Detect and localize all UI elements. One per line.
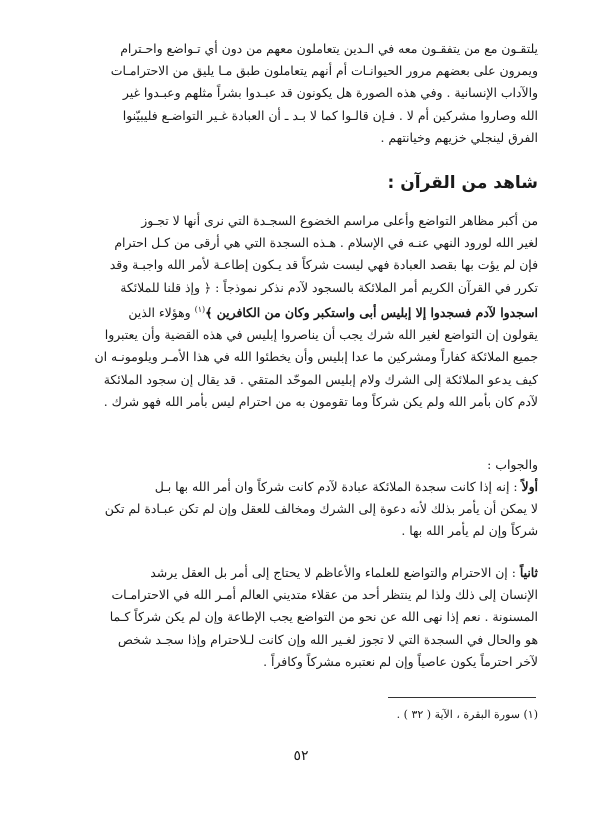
answer-label: والجواب : xyxy=(487,457,538,472)
text-line: تكرر في القرآن الكريم أمر الملائكة بالسجود لآدم نذكر نموذجاً : ﴿ وإذ قلنا للملائكة xyxy=(120,279,538,295)
text-line: من أكبر مظاهر التواضع وأعلى مراسم الخضوع السجـدة التي نرى أنها لا تجـوز xyxy=(141,213,538,228)
first-point-text xyxy=(60,476,538,543)
section-heading: شاهد من القرآن : xyxy=(387,173,538,193)
text-line: الفرق لينجلي خزيهم وخيانتهم . xyxy=(380,129,538,145)
text-line: لا يمكن أن يأمر بذلك لأنه دعوة إلى الشرك ومخالف للعقل وإن لم تكن عبـادة لم تكن xyxy=(104,501,538,517)
witness-paragraph xyxy=(60,210,538,413)
text-line: لآخر احترماً يكون عاصياً وإن لم نعتبره مشركاً وكافراً . xyxy=(263,653,538,669)
second-point-label: ثانياً xyxy=(519,565,538,580)
second-point-lead: : إن الاحترام والتواضع للعلماء والأعاظم لا يحتاج إلى أمر بل العقل يرشد xyxy=(150,565,520,580)
text-line: شركاً وإن لم يأمر الله بها . xyxy=(401,523,538,539)
text-line xyxy=(60,476,538,498)
quote-tail: وهؤلاء الذين xyxy=(128,304,195,320)
text-line: لآدم كان بأمر الله ولم يكن شركاً وما تقومون به من احترام ليس بأمر الله فهو شرك . xyxy=(103,393,538,409)
first-point-lead: : إنه إذا كانت سجدة الملائكة عبادة لآدم كانت شركاً وان أمر الله بها بـل xyxy=(154,479,522,494)
text-line: يلتقـون مع من يتفقـون معه في الـدين يتعاملون معهم من دون أي تـواضع واحـترام xyxy=(120,41,538,56)
intro-text xyxy=(60,38,538,149)
second-point-paragraph xyxy=(60,562,538,673)
second-point-text xyxy=(60,562,538,673)
first-point-paragraph xyxy=(60,476,538,543)
page-number: ٥٢ xyxy=(293,748,309,764)
footnote: (١) سورة البقرة ، الآية ( ٣٢ ) . xyxy=(396,708,538,721)
text-line: والآداب الإنسانية . وفي هذه الصورة هل يكونون قد عبـدوا بشراً مثلهم وعبـدوا غير xyxy=(122,85,538,101)
answer-label-block xyxy=(60,454,538,476)
footnote-divider xyxy=(388,697,536,698)
text-line: الإنسان إلى ذلك ولذا لم ينتظر أحد من عقلاء متديني العالم أمـر الله في الاحترامـات xyxy=(111,587,538,603)
footnote-reference: (١) xyxy=(194,304,206,314)
first-point-label: أولاً xyxy=(521,479,538,494)
text-line: جميع الملائكة كفاراً ومشركين ما عدا إبليس وأن يخطئوا الله في هذا الأمـر ويلومونـه ان xyxy=(94,349,538,365)
quran-quote: اسجدوا لآدم فسجدوا إلا إبليس أبى واستكبر وكان من الكافرين ﴾ xyxy=(205,304,538,320)
quote-line xyxy=(60,299,538,324)
text-line: يقولون إن التواضع لغير الله شرك يجب أن يناصروا إبليس في هذه القضية وأن يعتبروا xyxy=(104,327,538,343)
text-line: المسنونة . نعم إذا نهى الله عن نحو من التواضع يجب الإطاعة وإن لم يكن شركاً كـما xyxy=(109,609,538,625)
text-line: كيف يدعو الملائكة إلى الشرك ولام إبليس الموحّد المتقي . قد يقال إن سجود الملائكة xyxy=(103,371,538,387)
text-line: فإن لم يؤت بها بقصد العبادة فهي ليست شركاً قد يـكون إطاعـة لأمر الله واجبـة وقد xyxy=(109,257,538,273)
intro-paragraph xyxy=(60,38,538,149)
text-line xyxy=(60,562,538,584)
text-line: هو والحال في السجدة التي لا تجوز لغـير الله وإن كانت لـلاحترام وإذا سجـد شخص xyxy=(117,631,538,647)
text-line: الله وصاروا مشركين أم لا . فـإن قالـوا كما لا بـد ـ أن العبادة غـير التواضـع فليبيّنوا xyxy=(122,107,538,123)
text-line: ويمرون على بعضهم مرور الحيوانـات أم أنهم يتعاملون طبق مـا يليق من الاحترامـات xyxy=(110,63,538,79)
text-line: لغير الله لورود النهي عنـه في الإسلام . هـذه السجدة التي هي أرقى من كـل احترام xyxy=(114,235,538,251)
witness-text xyxy=(60,210,538,413)
